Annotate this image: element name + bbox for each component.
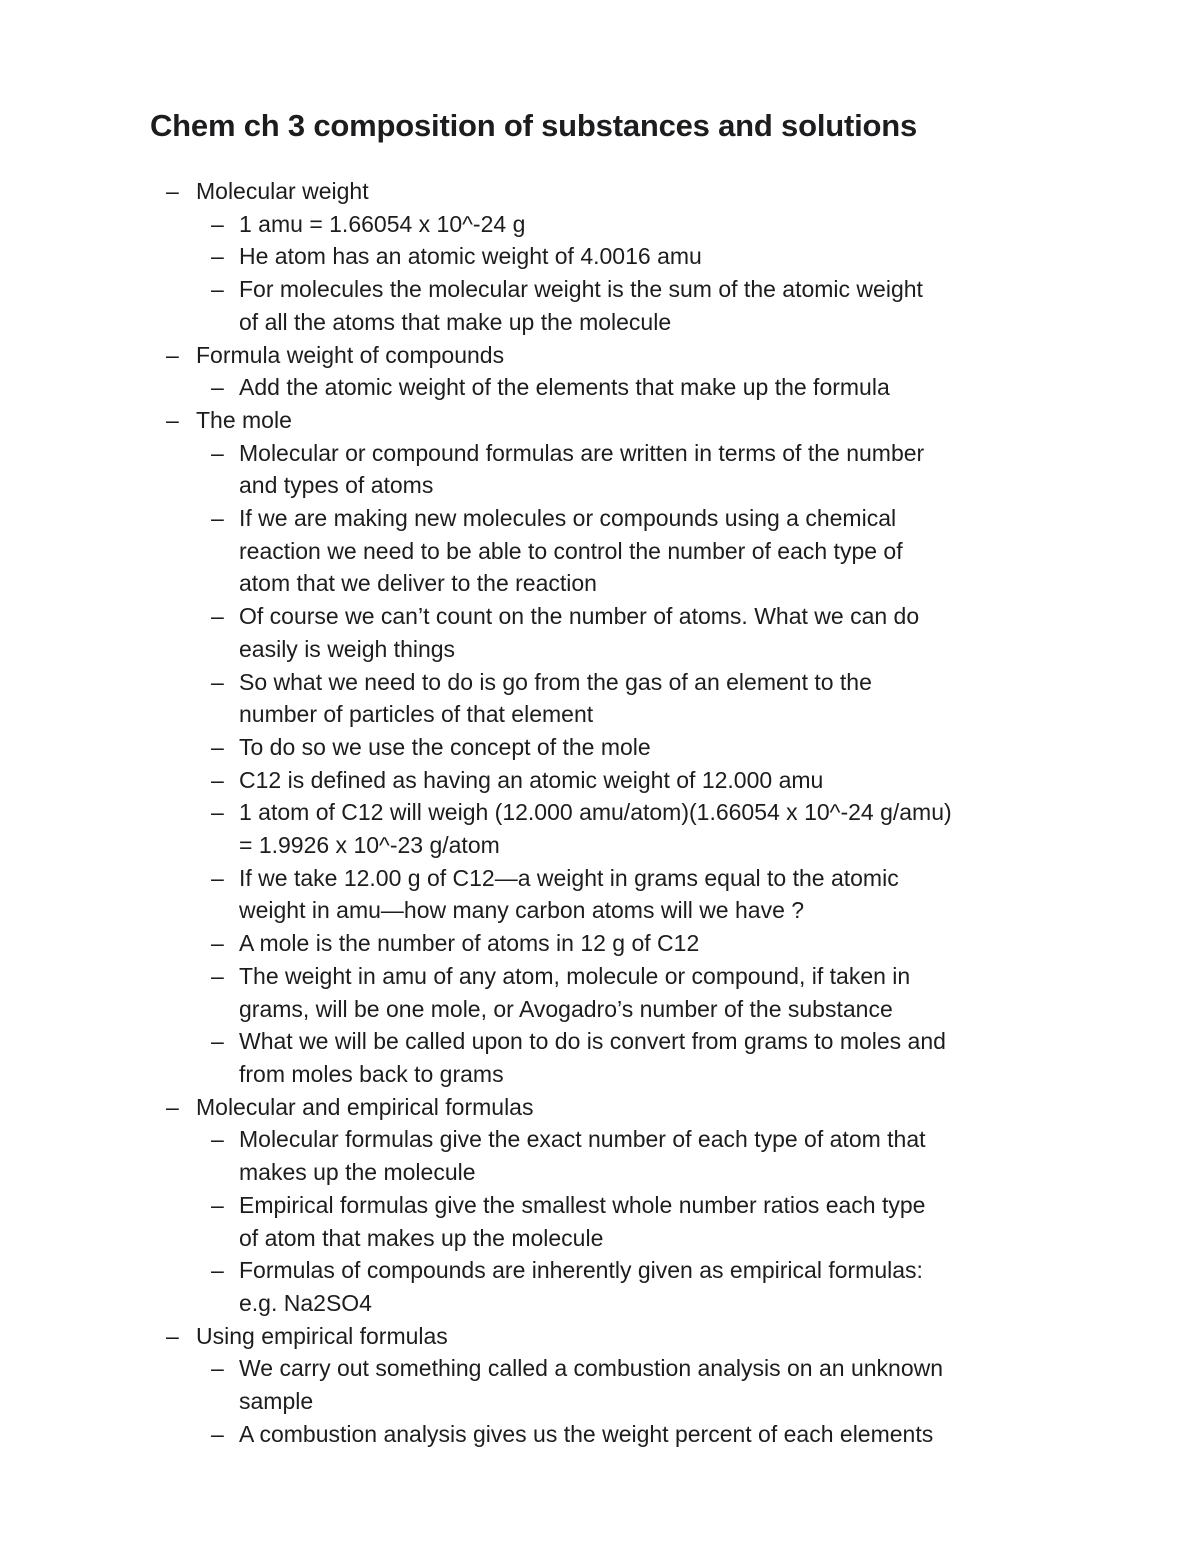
outline-continuation-line (0, 1156, 1200, 1189)
outline-item-level-2 (0, 862, 1200, 895)
bullet-dash: – (211, 1257, 224, 1284)
outline-text: and types of atoms (239, 472, 434, 499)
bullet-dash: – (166, 178, 179, 204)
outline-item-level-1 (0, 404, 1200, 437)
outline-item-level-2 (0, 764, 1200, 797)
outline-item-level-2 (0, 371, 1200, 404)
outline-continuation-line (0, 1385, 1200, 1418)
outline-text: from moles back to grams (239, 1060, 504, 1087)
outline-item-level-2 (0, 731, 1200, 764)
bullet-dash: – (211, 210, 224, 237)
outline-item-level-2 (0, 502, 1200, 535)
bullet-dash: – (211, 374, 224, 401)
outline-item-level-2 (0, 927, 1200, 960)
bullet-dash: – (211, 1191, 224, 1218)
bullet-dash: – (211, 505, 224, 532)
outline-item-level-1 (0, 1320, 1200, 1353)
outline-text: number of particles of that element (239, 701, 594, 728)
bullet-dash: – (211, 243, 224, 270)
bullet-dash: – (211, 864, 224, 891)
outline-text: So what we need to do is go from the gas of an element to the (239, 668, 872, 695)
outline-text: easily is weigh things (239, 635, 456, 662)
outline-text: atom that we deliver to the reaction (239, 570, 597, 597)
bullet-dash: – (166, 406, 179, 433)
bullet-dash: – (211, 733, 224, 760)
outline-item-level-2 (0, 1123, 1200, 1156)
outline-text: He atom has an atomic weight of 4.0016 amu (239, 243, 702, 270)
bullet-dash: – (166, 1093, 179, 1120)
outline-continuation-line (0, 1222, 1200, 1255)
outline-item-level-2 (0, 1254, 1200, 1287)
outline-text: Molecular weight (196, 178, 369, 204)
outline-continuation-line (0, 993, 1200, 1026)
outline-text: If we are making new molecules or compounds using a chemical (239, 505, 897, 532)
outline-continuation-line (0, 829, 1200, 862)
outline-text: Molecular formulas give the exact number of each type of atom that (239, 1126, 926, 1153)
notes-outline (0, 175, 1200, 1450)
outline-continuation-line (0, 633, 1200, 666)
bullet-dash: – (211, 930, 224, 957)
outline-text: Formula weight of compounds (196, 341, 505, 368)
outline-text: Add the atomic weight of the elements that make up the formula (239, 374, 890, 401)
bullet-dash: – (211, 1126, 224, 1153)
outline-text: If we take 12.00 g of C12—a weight in grams equal to the atomic (239, 864, 899, 891)
outline-text: weight in amu—how many carbon atoms will we have ? (239, 897, 805, 924)
outline-text: Formulas of compounds are inherently given as empirical formulas: (239, 1257, 923, 1284)
bullet-dash: – (211, 1028, 224, 1055)
outline-continuation-line (0, 567, 1200, 600)
outline-continuation-line (0, 469, 1200, 502)
outline-text: The weight in amu of any atom, molecule or compound, if taken in (239, 962, 911, 989)
bullet-dash: – (166, 341, 179, 368)
outline-text: 1 atom of C12 will weigh (12.000 amu/atom)(1.66054 x 10^-24 g/amu) (239, 799, 952, 826)
bullet-dash: – (211, 799, 224, 826)
outline-item-level-2 (0, 437, 1200, 470)
outline-continuation-line (0, 306, 1200, 339)
outline-item-level-2 (0, 1025, 1200, 1058)
outline-item-level-1 (0, 175, 1200, 208)
outline-item-level-1 (0, 1091, 1200, 1124)
outline-text: A mole is the number of atoms in 12 g of C12 (239, 930, 700, 957)
bullet-dash: – (211, 766, 224, 793)
outline-text: We carry out something called a combustion analysis on an unknown (239, 1355, 944, 1382)
outline-item-level-1 (0, 339, 1200, 372)
outline-item-level-2 (0, 600, 1200, 633)
outline-text: reaction we need to be able to control the number of each type of (239, 537, 903, 564)
outline-item-level-2 (0, 960, 1200, 993)
outline-text: of atom that makes up the molecule (239, 1224, 604, 1251)
outline-text: What we will be called upon to do is convert from grams to moles and (239, 1028, 946, 1055)
bullet-dash: – (211, 276, 224, 303)
outline-item-level-2 (0, 796, 1200, 829)
outline-text: makes up the molecule (239, 1159, 476, 1186)
outline-text: C12 is defined as having an atomic weight of 12.000 amu (239, 766, 824, 793)
bullet-dash: – (166, 1322, 179, 1349)
outline-text: Of course we can’t count on the number of atoms. What we can do (239, 603, 920, 630)
outline-text: Molecular or compound formulas are written in terms of the number (239, 439, 925, 466)
outline-item-level-2 (0, 208, 1200, 241)
outline-item-level-2 (0, 1418, 1200, 1451)
outline-text: A combustion analysis gives us the weight percent of each elements (239, 1420, 934, 1447)
outline-text: Using empirical formulas (196, 1322, 448, 1349)
outline-text: For molecules the molecular weight is the sum of the atomic weight (239, 276, 923, 303)
outline-text: Molecular and empirical formulas (196, 1093, 534, 1120)
outline-continuation-line (0, 535, 1200, 568)
outline-continuation-line (0, 698, 1200, 731)
outline-continuation-line (0, 1058, 1200, 1091)
page-title: Chem ch 3 composition of substances and solutions (150, 108, 918, 143)
bullet-dash: – (211, 668, 224, 695)
outline-continuation-line (0, 894, 1200, 927)
outline-text: e.g. Na2SO4 (239, 1289, 372, 1316)
outline-text: The mole (196, 406, 292, 433)
outline-text: Empirical formulas give the smallest whole number ratios each type (239, 1191, 926, 1218)
outline-text: grams, will be one mole, or Avogadro’s number of the substance (239, 995, 893, 1022)
outline-text: of all the atoms that make up the molecule (239, 308, 672, 335)
bullet-dash: – (211, 439, 224, 466)
outline-continuation-line (0, 1287, 1200, 1320)
outline-text: sample (239, 1388, 314, 1415)
outline-text: To do so we use the concept of the mole (239, 733, 651, 760)
outline-item-level-2 (0, 666, 1200, 699)
bullet-dash: – (211, 962, 224, 989)
outline-text: 1 amu = 1.66054 x 10^-24 g (239, 210, 526, 237)
outline-item-level-2 (0, 273, 1200, 306)
outline-item-level-2 (0, 1352, 1200, 1385)
bullet-dash: – (211, 603, 224, 630)
bullet-dash: – (211, 1420, 224, 1447)
outline-text: = 1.9926 x 10^-23 g/atom (239, 832, 500, 859)
bullet-dash: – (211, 1355, 224, 1382)
outline-item-level-2 (0, 240, 1200, 273)
outline-item-level-2 (0, 1189, 1200, 1222)
